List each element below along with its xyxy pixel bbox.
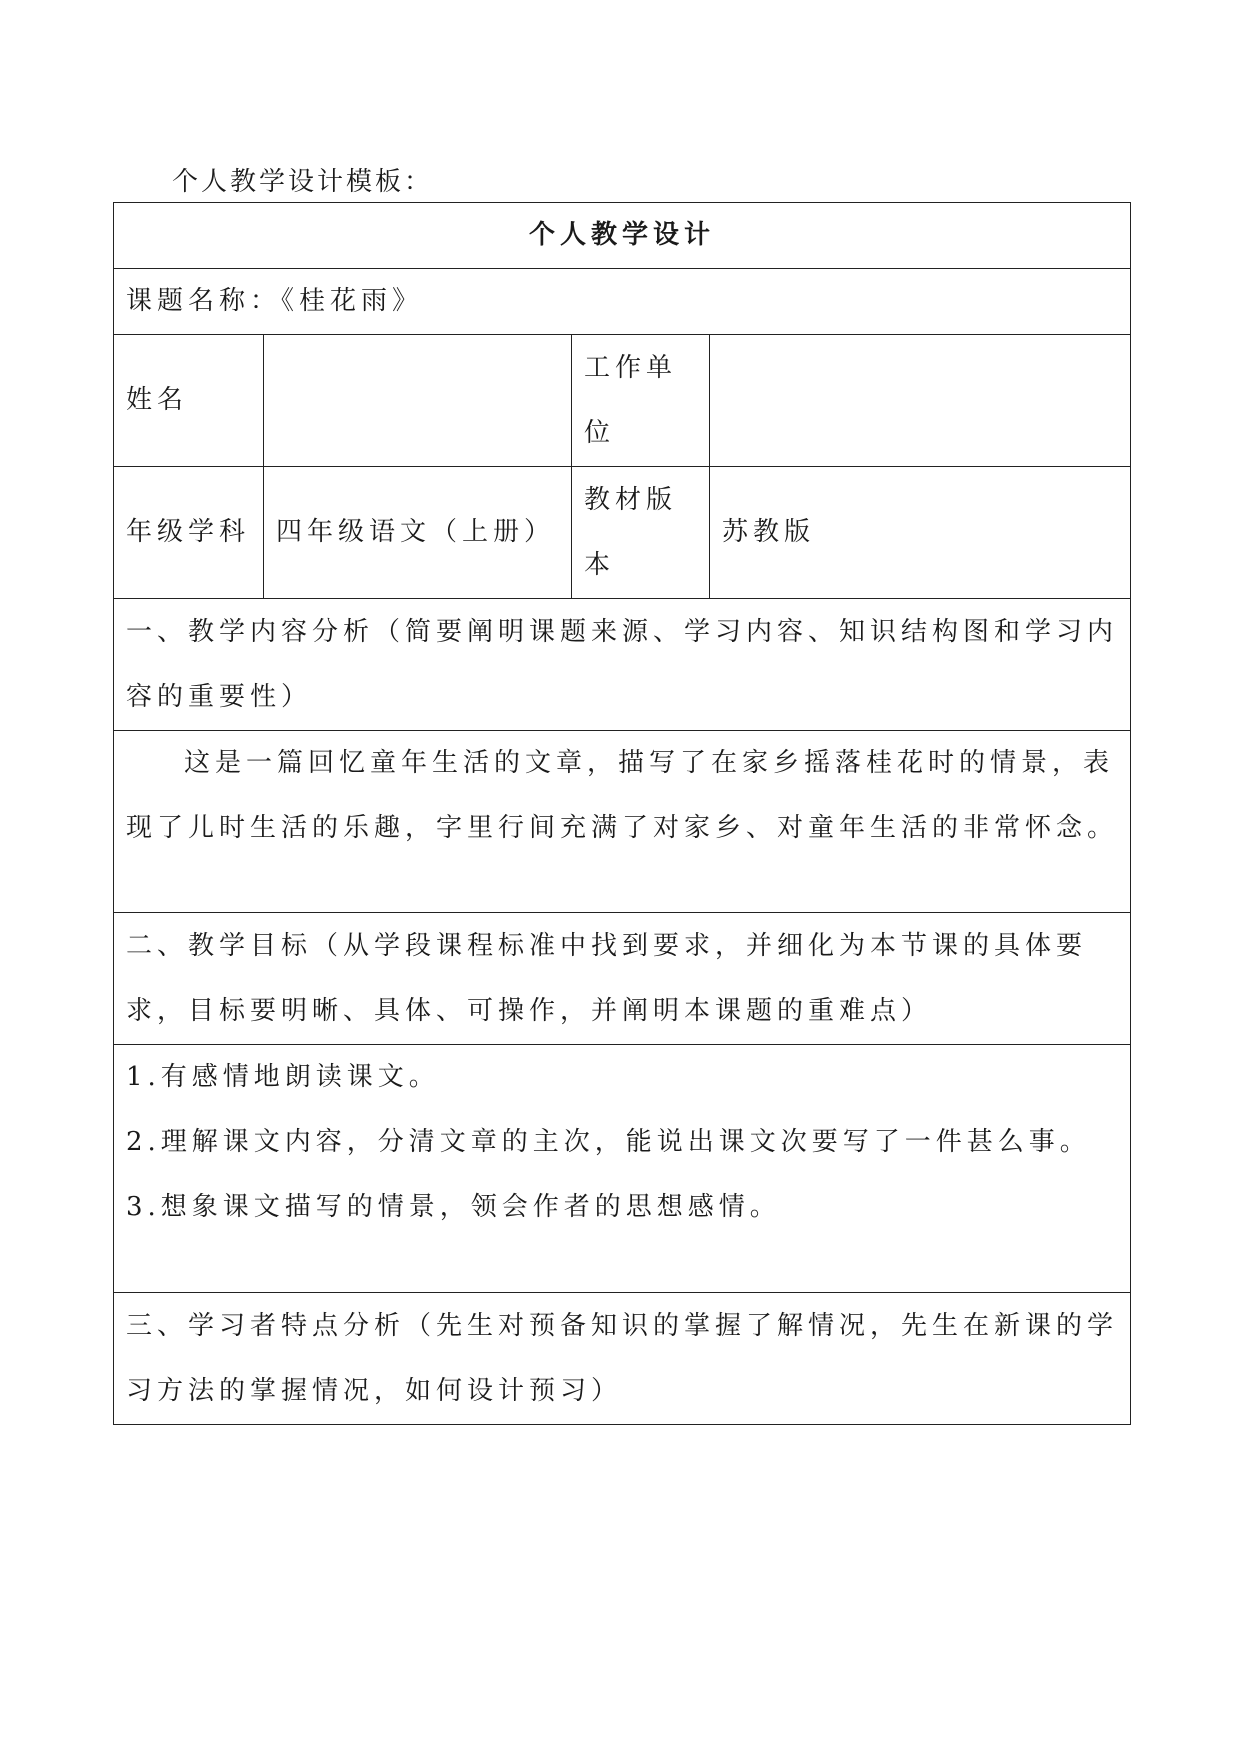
section1-body-cell (114, 731, 1131, 913)
objective-item-3: 3.想象课文描写的情景，领会作者的思想感情。 (126, 1192, 781, 1222)
unit-value (710, 335, 1131, 467)
objective-item-1: 1.有感情地朗读课文。 (126, 1062, 440, 1092)
edition-value: 苏教版 (710, 467, 1131, 599)
topic-cell: 课题名称：《桂花雨》 (114, 269, 1131, 335)
grade-label: 年级学科 (114, 467, 264, 599)
name-label: 姓名 (114, 335, 264, 467)
unit-label: 工作单位 (572, 335, 710, 467)
objective-item-2: 2.理解课文内容，分清文章的主次，能说出课文次要写了一件甚么事。 (126, 1127, 1091, 1157)
grade-value: 四年级语文（上册） (264, 467, 572, 599)
section1-title: 一、教学内容分析（简要阐明课题来源、学习内容、知识结构图和学习内容的重要性） (114, 599, 1131, 731)
section3-title: 三、学习者特点分析（先生对预备知识的掌握了解情况，先生在新课的学习方法的掌握情况，如何设计预习） (114, 1293, 1131, 1425)
document-heading: 个人教学设计模板： (172, 167, 434, 197)
edition-label: 教材版本 (572, 467, 710, 599)
table-title: 个人教学设计 (114, 203, 1131, 269)
section1-body: 这是一篇回忆童年生活的文章，描写了在家乡摇落桂花时的情景，表现了儿时生活的乐趣，字里行间充满了对家乡、对童年生活的非常怀念。 (126, 748, 1119, 843)
name-value (264, 335, 572, 467)
section2-title: 二、教学目标（从学段课程标准中找到要求，并细化为本节课的具体要求，目标要明晰、具体、可操作，并阐明本课题的重难点） (114, 913, 1131, 1045)
lesson-design-table (113, 202, 1131, 1425)
section2-body-cell (114, 1045, 1131, 1293)
